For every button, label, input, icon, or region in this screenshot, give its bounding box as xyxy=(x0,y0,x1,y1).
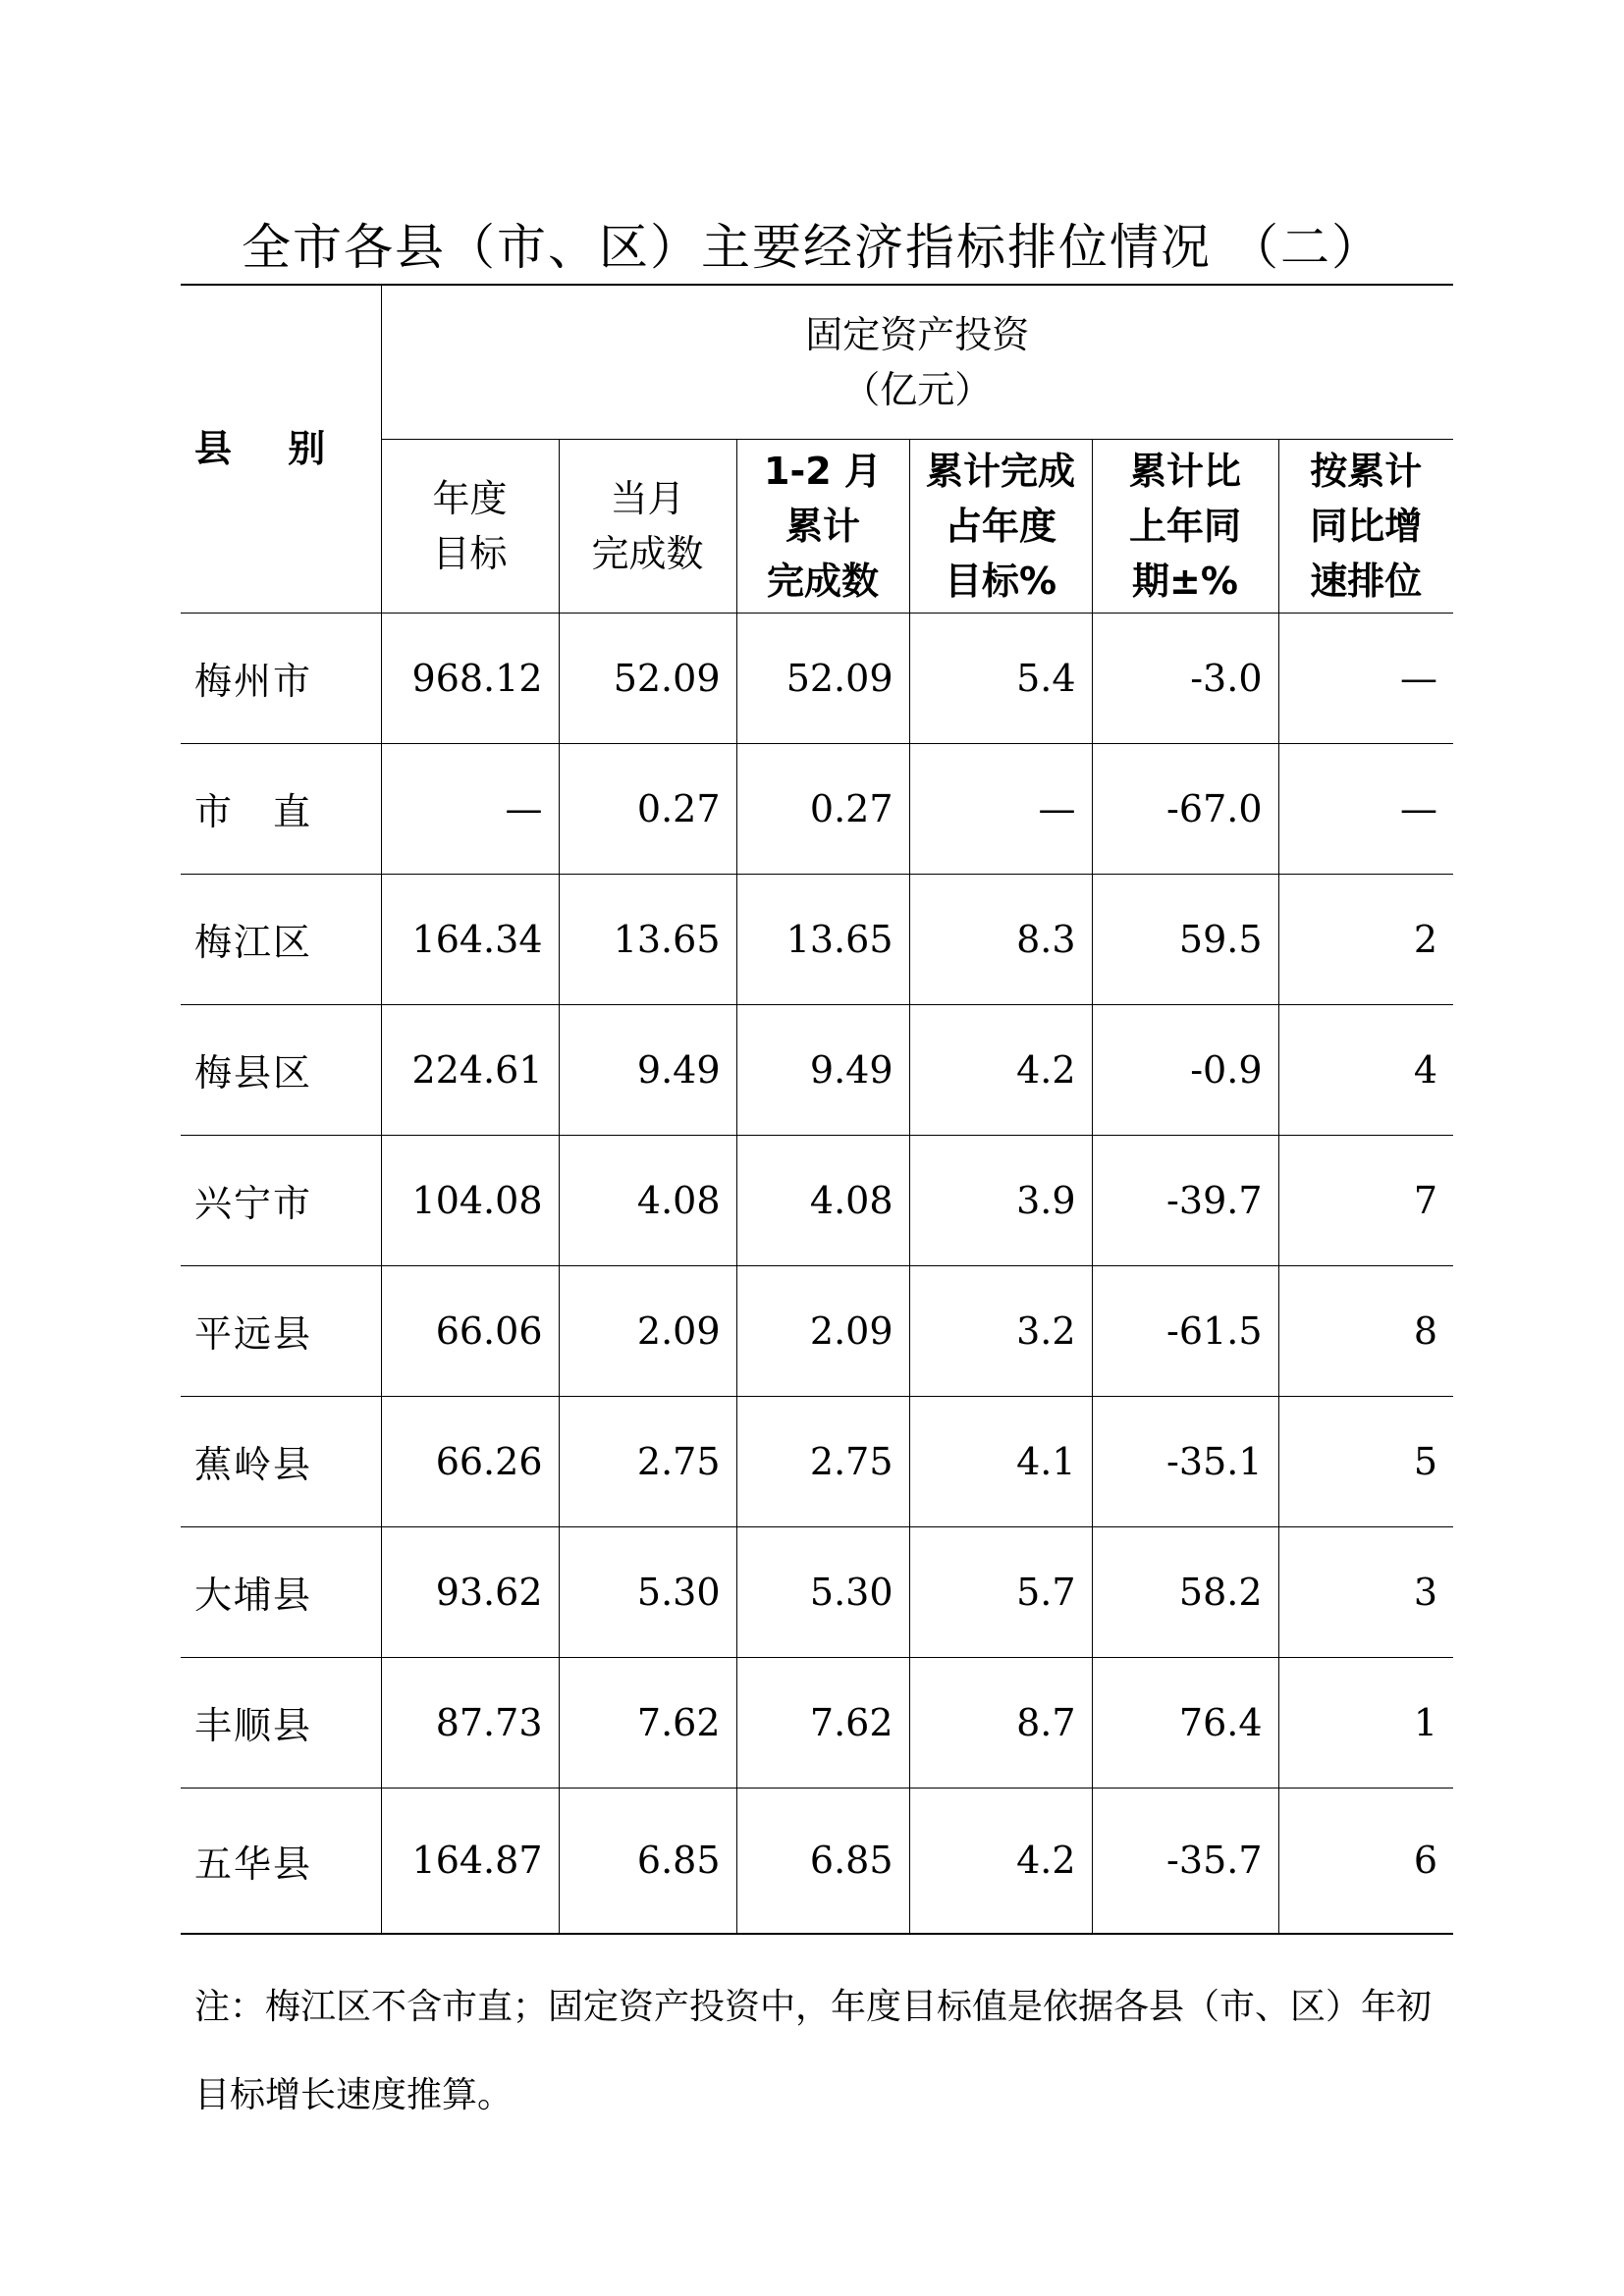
cumulative-cell: 4.08 xyxy=(736,1135,909,1265)
cumulative-cell: 5.30 xyxy=(736,1526,909,1657)
yoy-cell: -67.0 xyxy=(1092,743,1278,874)
fixed-asset-investment-header xyxy=(381,285,1453,439)
col-header-line: 期±% xyxy=(1132,559,1238,603)
table-row xyxy=(181,1396,1453,1526)
month-done-cell: 52.09 xyxy=(559,613,736,743)
annual-target-cell: 164.87 xyxy=(381,1788,559,1934)
col-header-line: 完成数 xyxy=(766,559,879,603)
table-row xyxy=(181,1657,1453,1788)
col-header-yoy xyxy=(1092,439,1278,613)
col-header-line: 1-2 月 xyxy=(764,449,882,493)
table-row xyxy=(181,1004,1453,1135)
month-done-cell: 7.62 xyxy=(559,1657,736,1788)
col-header-line: 完成数 xyxy=(591,531,704,575)
month-done-cell: 9.49 xyxy=(559,1004,736,1135)
table-row xyxy=(181,1788,1453,1934)
col-header-line: 按累计 xyxy=(1310,449,1423,493)
month-done-cell: 13.65 xyxy=(559,874,736,1004)
yoy-cell: -39.7 xyxy=(1092,1135,1278,1265)
table-row xyxy=(181,1265,1453,1396)
table-row xyxy=(181,874,1453,1004)
col-header-month-done xyxy=(559,439,736,613)
col-header-line: 累计 xyxy=(785,504,860,548)
month-done-cell: 2.75 xyxy=(559,1396,736,1526)
yoy-cell: 58.2 xyxy=(1092,1526,1278,1657)
annual-target-cell: 104.08 xyxy=(381,1135,559,1265)
rank-cell: 5 xyxy=(1278,1396,1453,1526)
yoy-cell: -3.0 xyxy=(1092,613,1278,743)
col-header-line: 占年度 xyxy=(944,504,1056,548)
rank-cell: — xyxy=(1278,613,1453,743)
county-name: 兴宁市 xyxy=(181,1135,381,1265)
page-title: 全市各县（市、区）主要经济指标排位情况 （二） xyxy=(242,219,1382,276)
yoy-cell: 76.4 xyxy=(1092,1657,1278,1788)
annual-target-cell: 968.12 xyxy=(381,613,559,743)
rank-cell: 6 xyxy=(1278,1788,1453,1934)
cumulative-cell: 52.09 xyxy=(736,613,909,743)
month-done-cell: 0.27 xyxy=(559,743,736,874)
rank-cell: 2 xyxy=(1278,874,1453,1004)
table-row xyxy=(181,1526,1453,1657)
yoy-cell: -61.5 xyxy=(1092,1265,1278,1396)
group-header-row xyxy=(181,285,1453,439)
county-name: 梅县区 xyxy=(181,1004,381,1135)
month-done-cell: 6.85 xyxy=(559,1788,736,1934)
yoy-cell: -0.9 xyxy=(1092,1004,1278,1135)
footnote: 注：梅江区不含市直；固定资产投资中，年度目标值是依据各县（市、区）年初目标增长速度推算。 xyxy=(194,1987,1433,2115)
pct-target-cell: 4.1 xyxy=(909,1396,1092,1526)
col-header-line: 年度 xyxy=(432,476,508,520)
pct-target-cell: 3.9 xyxy=(909,1135,1092,1265)
pct-target-cell: 4.2 xyxy=(909,1788,1092,1934)
county-name: 五华县 xyxy=(181,1788,381,1934)
pct-target-cell: 8.7 xyxy=(909,1657,1092,1788)
county-name: 梅江区 xyxy=(181,874,381,1004)
annual-target-cell: 224.61 xyxy=(381,1004,559,1135)
cumulative-cell: 7.62 xyxy=(736,1657,909,1788)
economic-indicator-table xyxy=(181,284,1453,1935)
pct-target-cell: — xyxy=(909,743,1092,874)
col-header-line: 累计完成 xyxy=(925,449,1075,493)
group-header-unit: （亿元） xyxy=(842,367,993,411)
col-header-line: 累计比 xyxy=(1128,449,1241,493)
col-header-line: 目标 xyxy=(432,531,508,575)
group-header-title: 固定资产投资 xyxy=(805,312,1030,356)
col-header-line: 上年同 xyxy=(1128,504,1241,548)
county-name: 丰顺县 xyxy=(181,1657,381,1788)
col-header-rank xyxy=(1278,439,1453,613)
rank-cell: 8 xyxy=(1278,1265,1453,1396)
rank-cell: 4 xyxy=(1278,1004,1453,1135)
annual-target-cell: 66.06 xyxy=(381,1265,559,1396)
yoy-cell: -35.1 xyxy=(1092,1396,1278,1526)
yoy-cell: 59.5 xyxy=(1092,874,1278,1004)
col-header-line: 目标% xyxy=(944,559,1057,603)
table-row xyxy=(181,743,1453,874)
county-name: 蕉岭县 xyxy=(181,1396,381,1526)
cumulative-cell: 2.75 xyxy=(736,1396,909,1526)
annual-target-cell: 93.62 xyxy=(381,1526,559,1657)
county-name: 梅州市 xyxy=(181,613,381,743)
col-header-line: 同比增 xyxy=(1310,504,1423,548)
col-header-annual-target xyxy=(381,439,559,613)
rank-cell: 3 xyxy=(1278,1526,1453,1657)
cumulative-cell: 13.65 xyxy=(736,874,909,1004)
month-done-cell: 2.09 xyxy=(559,1265,736,1396)
rank-cell: 7 xyxy=(1278,1135,1453,1265)
pct-target-cell: 4.2 xyxy=(909,1004,1092,1135)
col-header-cumulative xyxy=(736,439,909,613)
cumulative-cell: 0.27 xyxy=(736,743,909,874)
table-row xyxy=(181,613,1453,743)
col-header-pct-target xyxy=(909,439,1092,613)
annual-target-cell: 66.26 xyxy=(381,1396,559,1526)
pct-target-cell: 8.3 xyxy=(909,874,1092,1004)
cumulative-cell: 2.09 xyxy=(736,1265,909,1396)
pct-target-cell: 5.7 xyxy=(909,1526,1092,1657)
county-name: 大埔县 xyxy=(181,1526,381,1657)
cumulative-cell: 9.49 xyxy=(736,1004,909,1135)
rank-cell: 1 xyxy=(1278,1657,1453,1788)
col-header-line: 当月 xyxy=(610,476,685,520)
col-header-line: 速排位 xyxy=(1310,559,1423,603)
month-done-cell: 4.08 xyxy=(559,1135,736,1265)
annual-target-cell: 87.73 xyxy=(381,1657,559,1788)
table-row xyxy=(181,1135,1453,1265)
month-done-cell: 5.30 xyxy=(559,1526,736,1657)
pct-target-cell: 3.2 xyxy=(909,1265,1092,1396)
pct-target-cell: 5.4 xyxy=(909,613,1092,743)
county-name: 平远县 xyxy=(181,1265,381,1396)
cumulative-cell: 6.85 xyxy=(736,1788,909,1934)
annual-target-cell: 164.34 xyxy=(381,874,559,1004)
annual-target-cell: — xyxy=(381,743,559,874)
county-name: 市 直 xyxy=(181,743,381,874)
rank-cell: — xyxy=(1278,743,1453,874)
yoy-cell: -35.7 xyxy=(1092,1788,1278,1934)
county-column-header: 县 别 xyxy=(181,285,381,613)
